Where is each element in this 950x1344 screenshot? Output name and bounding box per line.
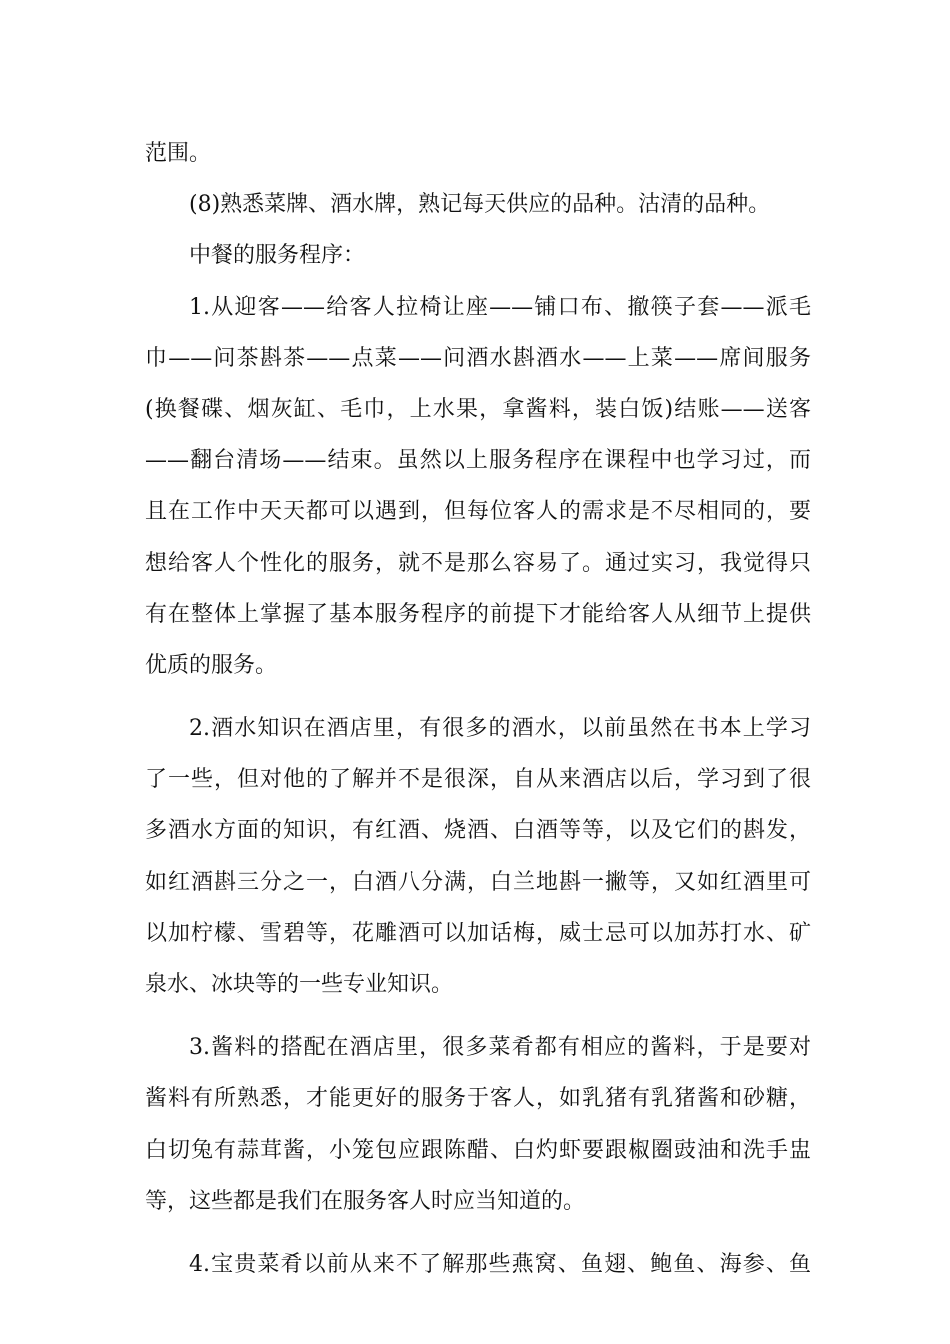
document-body (145, 128, 811, 1290)
text-line: 等，这些都是我们在服务客人时应当知道的。 (145, 1188, 586, 1214)
text-line: 1.从迎客——给客人拉椅让座——铺口布、撤筷子套——派毛 (189, 294, 811, 320)
text-line: 4.宝贵菜肴以前从来不了解那些燕窝、鱼翅、鲍鱼、海参、鱼 (189, 1251, 811, 1277)
text-line: 且在工作中天天都可以遇到，但每位客人的需求是不尽相同的，要 (145, 499, 811, 525)
text-line: 泉水、冰块等的一些专业知识。 (145, 972, 454, 997)
text-line: 白切兔有蒜茸酱，小笼包应跟陈醋、白灼虾要跟椒圈豉油和洗手盅 (145, 1137, 811, 1163)
text-line: 3.酱料的搭配在酒店里，很多菜肴都有相应的酱料，于是要对 (189, 1035, 811, 1061)
text-line: (换餐碟、烟灰缸、毛巾，上水果，拿酱料，装白饭)结账——送客 (145, 396, 811, 422)
text-line: 中餐的服务程序： (189, 243, 366, 269)
text-line: 有在整体上掌握了基本服务程序的前提下才能给客人从细节上提供 (145, 601, 811, 627)
text-line: 了一些，但对他的了解并不是很深，自从来酒店以后，学习到了很 (145, 767, 811, 793)
text-line: 巾——问茶斟茶——点菜——问酒水斟酒水——上菜——席间服务 (145, 345, 811, 371)
text-line: 范围。 (145, 141, 212, 166)
text-line: 2.酒水知识在酒店里，有很多的酒水，以前虽然在书本上学习 (189, 716, 811, 742)
text-line: 如红酒斟三分之一，白酒八分满，白兰地斟一撇等，又如红酒里可 (145, 869, 811, 895)
text-line: 多酒水方面的知识，有红酒、烧酒、白酒等等，以及它们的斟发， (145, 818, 811, 844)
text-line: 优质的服务。 (145, 652, 278, 678)
text-line: 想给客人个性化的服务，就不是那么容易了。通过实习，我觉得只 (145, 550, 811, 576)
text-line: 以加柠檬、雪碧等，花雕酒可以加话梅，威士忌可以加苏打水、矿 (145, 920, 811, 946)
text-line: (8)熟悉菜牌、酒水牌，熟记每天供应的品种。沽清的品种。 (189, 192, 771, 218)
text-line: 酱料有所熟悉，才能更好的服务于客人，如乳猪有乳猪酱和砂糖， (145, 1086, 811, 1112)
text-line: ——翻台清场——结束。虽然以上服务程序在课程中也学习过，而 (145, 448, 811, 474)
